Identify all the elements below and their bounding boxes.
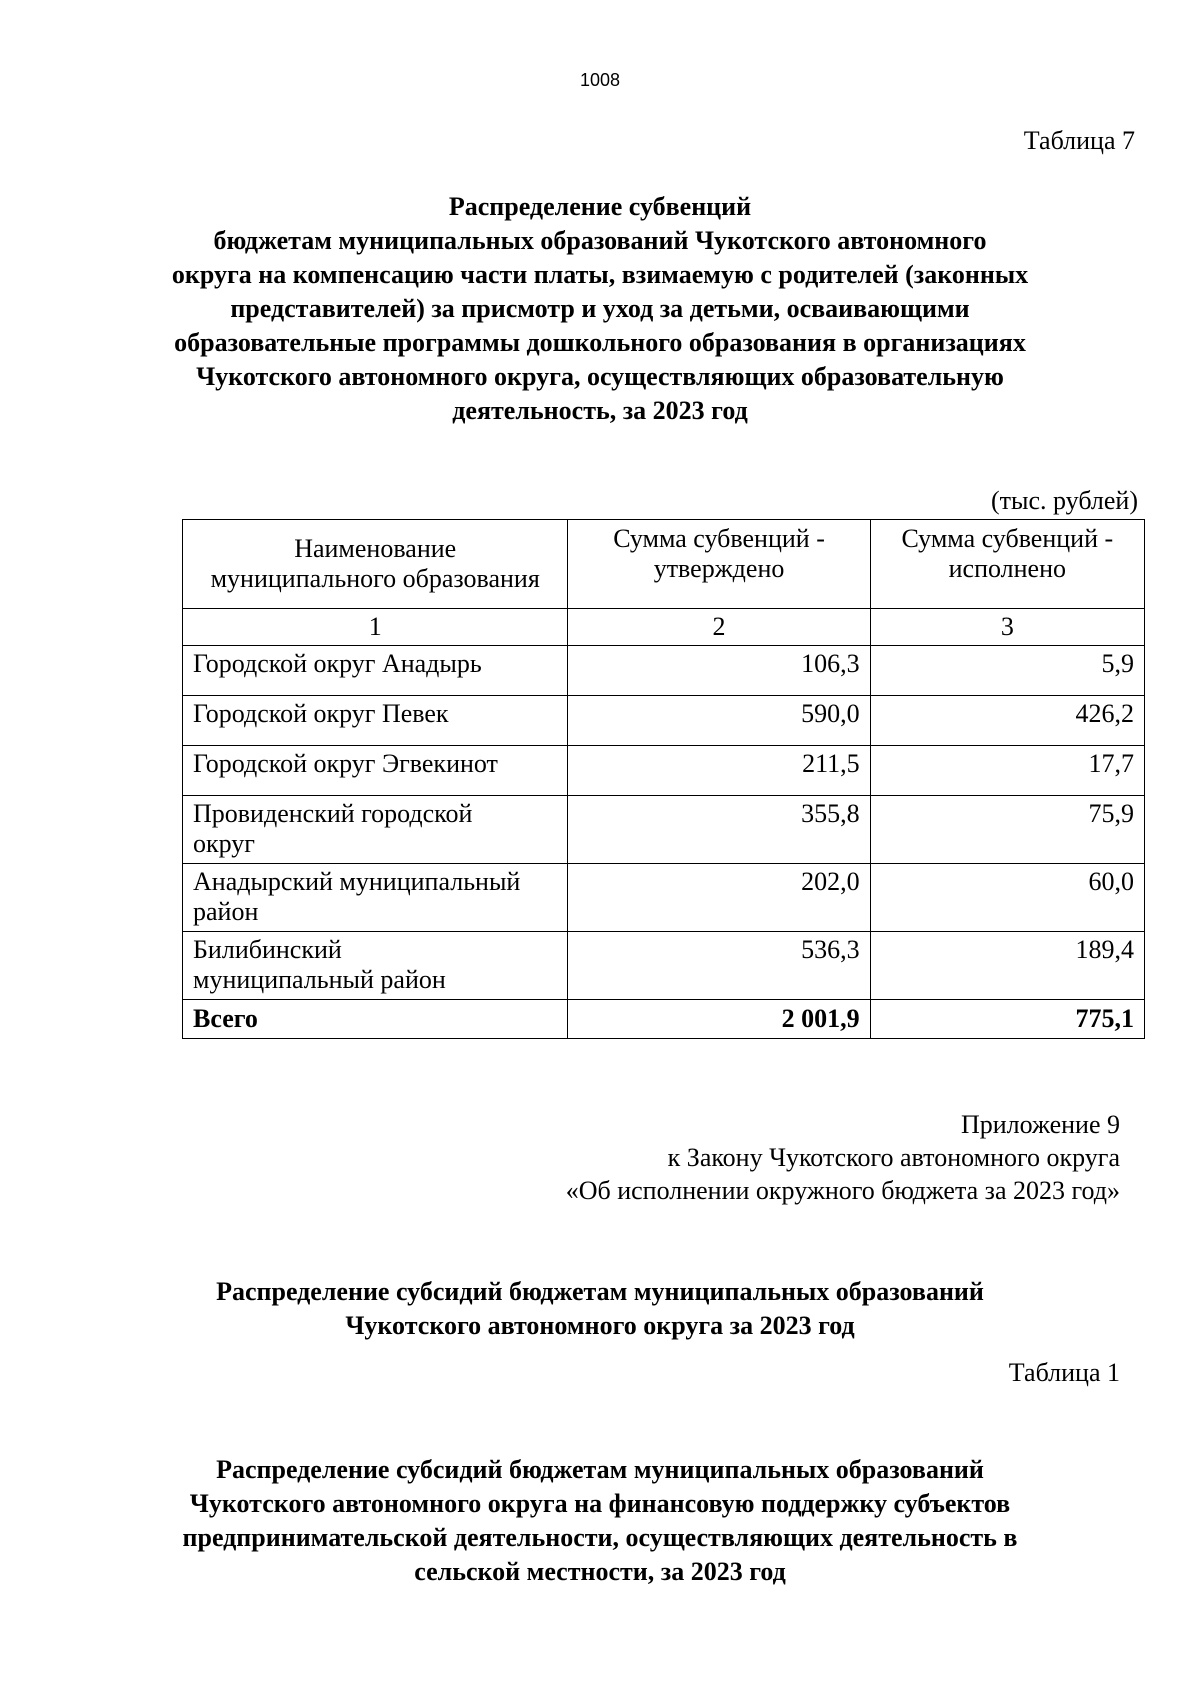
title-line: деятельность, за 2023 год xyxy=(452,396,748,425)
name-text: округ xyxy=(193,829,255,858)
title-line: округа на компенсацию части платы, взимаемую с родителей (законных xyxy=(171,260,1029,289)
total-executed: 775,1 xyxy=(870,1000,1144,1039)
title-line: Распределение субсидий бюджетам муниципальных образований xyxy=(216,1455,984,1484)
header-text: Сумма субвенций - xyxy=(901,524,1114,553)
executed-value: 75,9 xyxy=(870,796,1144,864)
name-text: Билибинский xyxy=(193,935,342,964)
name-text: Городской округ Певек xyxy=(193,699,449,728)
executed-value: 5,9 xyxy=(870,646,1144,696)
name-text: Городской округ Эгвекинот xyxy=(193,749,498,778)
approved-value: 202,0 xyxy=(568,864,870,932)
executed-value: 189,4 xyxy=(870,932,1144,1000)
approved-value: 355,8 xyxy=(568,796,870,864)
executed-value: 426,2 xyxy=(870,696,1144,746)
name-text: Городской округ Анадырь xyxy=(193,649,482,678)
municipality-name xyxy=(183,796,568,864)
title-line: Чукотского автономного округа, осуществляющих образовательную xyxy=(196,362,1004,391)
table-row xyxy=(183,864,1145,932)
table-header-row xyxy=(183,520,1145,609)
header-text: муниципального образования xyxy=(210,564,540,593)
total-row xyxy=(183,1000,1145,1039)
table-row xyxy=(183,796,1145,864)
title-line: Распределение субвенций xyxy=(448,192,752,221)
appendix-block xyxy=(566,1108,1120,1207)
approved-value: 211,5 xyxy=(568,746,870,796)
title-line: Распределение субсидий бюджетам муниципальных образований xyxy=(216,1277,984,1306)
column-number: 3 xyxy=(870,609,1144,646)
title-line: представителей) за присмотр и уход за детьми, осваивающими xyxy=(230,294,970,323)
table-label-7: Таблица 7 xyxy=(1023,126,1135,155)
subsidies-title xyxy=(150,1275,1050,1343)
header-text: Сумма субвенций - xyxy=(613,524,825,553)
municipality-name xyxy=(183,932,568,1000)
appendix-line: к Закону Чукотского автономного округа xyxy=(667,1143,1120,1172)
name-text: Анадырский муниципальный xyxy=(193,867,521,896)
header-municipality xyxy=(183,520,568,609)
table-1-title xyxy=(150,1453,1050,1589)
approved-value: 590,0 xyxy=(568,696,870,746)
approved-value: 106,3 xyxy=(568,646,870,696)
title-line: Чукотского автономного округа за 2023 год xyxy=(345,1311,855,1340)
title-line: сельской местности, за 2023 год xyxy=(414,1557,786,1586)
table-label-1: Таблица 1 xyxy=(1008,1358,1120,1387)
units-label: (тыс. рублей) xyxy=(990,486,1138,515)
total-approved: 2 001,9 xyxy=(568,1000,870,1039)
name-text: муниципальный район xyxy=(193,965,446,994)
column-number: 2 xyxy=(568,609,870,646)
executed-value: 17,7 xyxy=(870,746,1144,796)
municipality-name xyxy=(183,864,568,932)
header-text: Наименование xyxy=(294,534,457,563)
title-line: Чукотского автономного округа на финансовую поддержку субъектов xyxy=(189,1489,1011,1518)
name-text: Провиденский городской xyxy=(193,799,473,828)
executed-value: 60,0 xyxy=(870,864,1144,932)
table-row xyxy=(183,746,1145,796)
name-text: район xyxy=(193,897,259,926)
table-row xyxy=(183,696,1145,746)
column-number-row xyxy=(183,609,1145,646)
column-number: 1 xyxy=(183,609,568,646)
appendix-line: «Об исполнении окружного бюджета за 2023 год» xyxy=(565,1176,1120,1205)
approved-value: 536,3 xyxy=(568,932,870,1000)
table-row xyxy=(183,646,1145,696)
header-text: исполнено xyxy=(948,554,1067,583)
header-executed xyxy=(870,520,1144,609)
title-line: предпринимательской деятельности, осуществляющих деятельность в xyxy=(182,1523,1018,1552)
table-7-title xyxy=(150,190,1050,428)
table-row xyxy=(183,932,1145,1000)
header-approved xyxy=(568,520,870,609)
appendix-line: Приложение 9 xyxy=(960,1110,1120,1139)
municipality-name xyxy=(183,746,568,796)
subventions-table xyxy=(182,519,1145,1039)
total-label: Всего xyxy=(183,1000,568,1039)
title-line: бюджетам муниципальных образований Чукотского автономного xyxy=(213,226,987,255)
municipality-name xyxy=(183,696,568,746)
page-number: 1008 xyxy=(579,70,621,90)
title-line: образовательные программы дошкольного образования в организациях xyxy=(174,328,1026,357)
municipality-name xyxy=(183,646,568,696)
header-text: утверждено xyxy=(653,554,785,583)
